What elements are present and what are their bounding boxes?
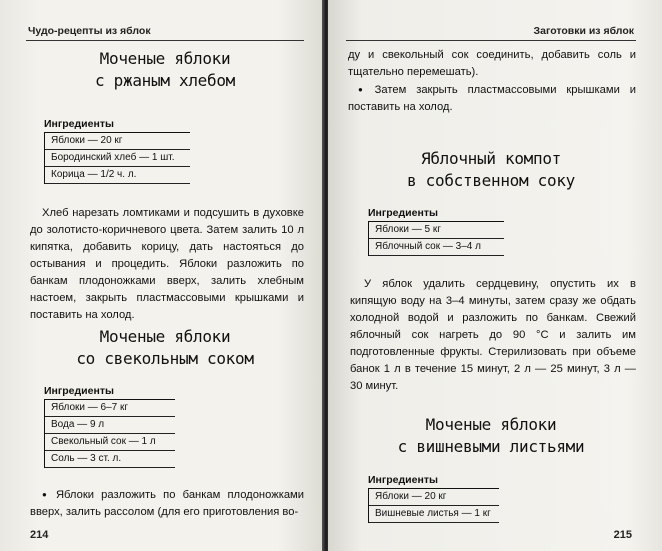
recipe-title — [346, 414, 636, 458]
ingredients-table — [368, 474, 499, 523]
ingredients-table — [44, 118, 190, 184]
ingredients-table — [44, 385, 175, 468]
paragraph: ● Яблоки разложить по банкам плодоножками вверх, залить рассолом (для его приготовления во- — [30, 486, 304, 521]
ingredient-row: Яблоки — 20 кг — [369, 489, 499, 506]
ingredient-row: Яблоки — 6–7 кг — [45, 400, 175, 417]
recipe-title — [26, 48, 304, 92]
recipe-title-line: в собственном соку — [407, 171, 575, 190]
ingredients-heading: Ингредиенты — [368, 474, 438, 486]
ingredient-row: Яблоки — 5 кг — [369, 222, 504, 239]
recipe-title — [26, 326, 304, 370]
recipe-title-line: Моченые яблоки — [99, 49, 231, 68]
recipe-text — [30, 205, 304, 324]
ingredients-heading: Ингредиенты — [44, 118, 114, 130]
ingredients-heading: Ингредиенты — [44, 385, 114, 397]
recipe-title-line: с ржаным хлебом — [95, 71, 235, 90]
left-page — [0, 0, 324, 551]
recipe-text — [350, 276, 636, 395]
header-rule — [26, 40, 304, 41]
recipe-title-line: с вишневыми листьями — [397, 437, 585, 456]
ingredient-row: Вода — 9 л — [45, 417, 175, 434]
continued-text — [348, 47, 636, 116]
page-number: 215 — [613, 529, 632, 541]
paragraph: ду и свекольный сок соединить, добавить соль и тщательно перемешать). — [348, 49, 636, 78]
ingredient-row: Соль — 3 ст. л. — [45, 451, 175, 468]
ingredient-row: Яблоки — 20 кг — [45, 133, 190, 150]
ingredient-row: Бородинский хлеб — 1 шт. — [45, 150, 190, 167]
ingredient-row: Яблочный сок — 3–4 л — [369, 239, 504, 256]
paragraph: У яблок удалить сердцевину, опустить их в кипящую воду на 3–4 минуты, затем сразу же обдать холодной водой и разложить по банкам. Свежий яблочный сок нагреть до 90 °С и залить им подготовленные фрукты. Стерилизовать при объеме банок 1 л в течение 15 минут, 2 л — 25 минут, 3 л — 30 минут. — [350, 278, 636, 392]
running-head: Чудо-рецепты из яблок — [28, 25, 151, 37]
ingredient-row: Вишневые листья — 1 кг — [369, 506, 499, 523]
header-rule — [346, 40, 636, 41]
recipe-text — [30, 486, 304, 521]
ingredient-row: Корица — 1/2 ч. л. — [45, 167, 190, 184]
ingredient-row: Свекольный сок — 1 л — [45, 434, 175, 451]
recipe-title-line: со свекольным соком — [76, 349, 254, 368]
ingredients-table — [368, 207, 504, 256]
page-number: 214 — [30, 529, 49, 541]
recipe-title-line: Моченые яблоки — [425, 415, 557, 434]
running-head: Заготовки из яблок — [533, 25, 634, 37]
recipe-title — [346, 148, 636, 192]
paragraph: Хлеб нарезать ломтиками и подсушить в духовке до золотисто-коричневого цвета. Затем залить 10 л кипятка, добавить корицу, дать настояться до остывания и процедить. Яблоки разложить по банкам плодоножками вверх, залить хлебным настоем, закрыть пластмассовыми крышками и поставить на холод. — [30, 207, 304, 321]
paragraph: ● Затем закрыть пластмассовыми крышками и поставить на холод. — [348, 81, 636, 116]
recipe-title-line: Моченые яблоки — [99, 327, 231, 346]
right-page — [328, 0, 662, 551]
ingredients-heading: Ингредиенты — [368, 207, 438, 219]
recipe-title-line: Яблочный компот — [421, 149, 561, 168]
